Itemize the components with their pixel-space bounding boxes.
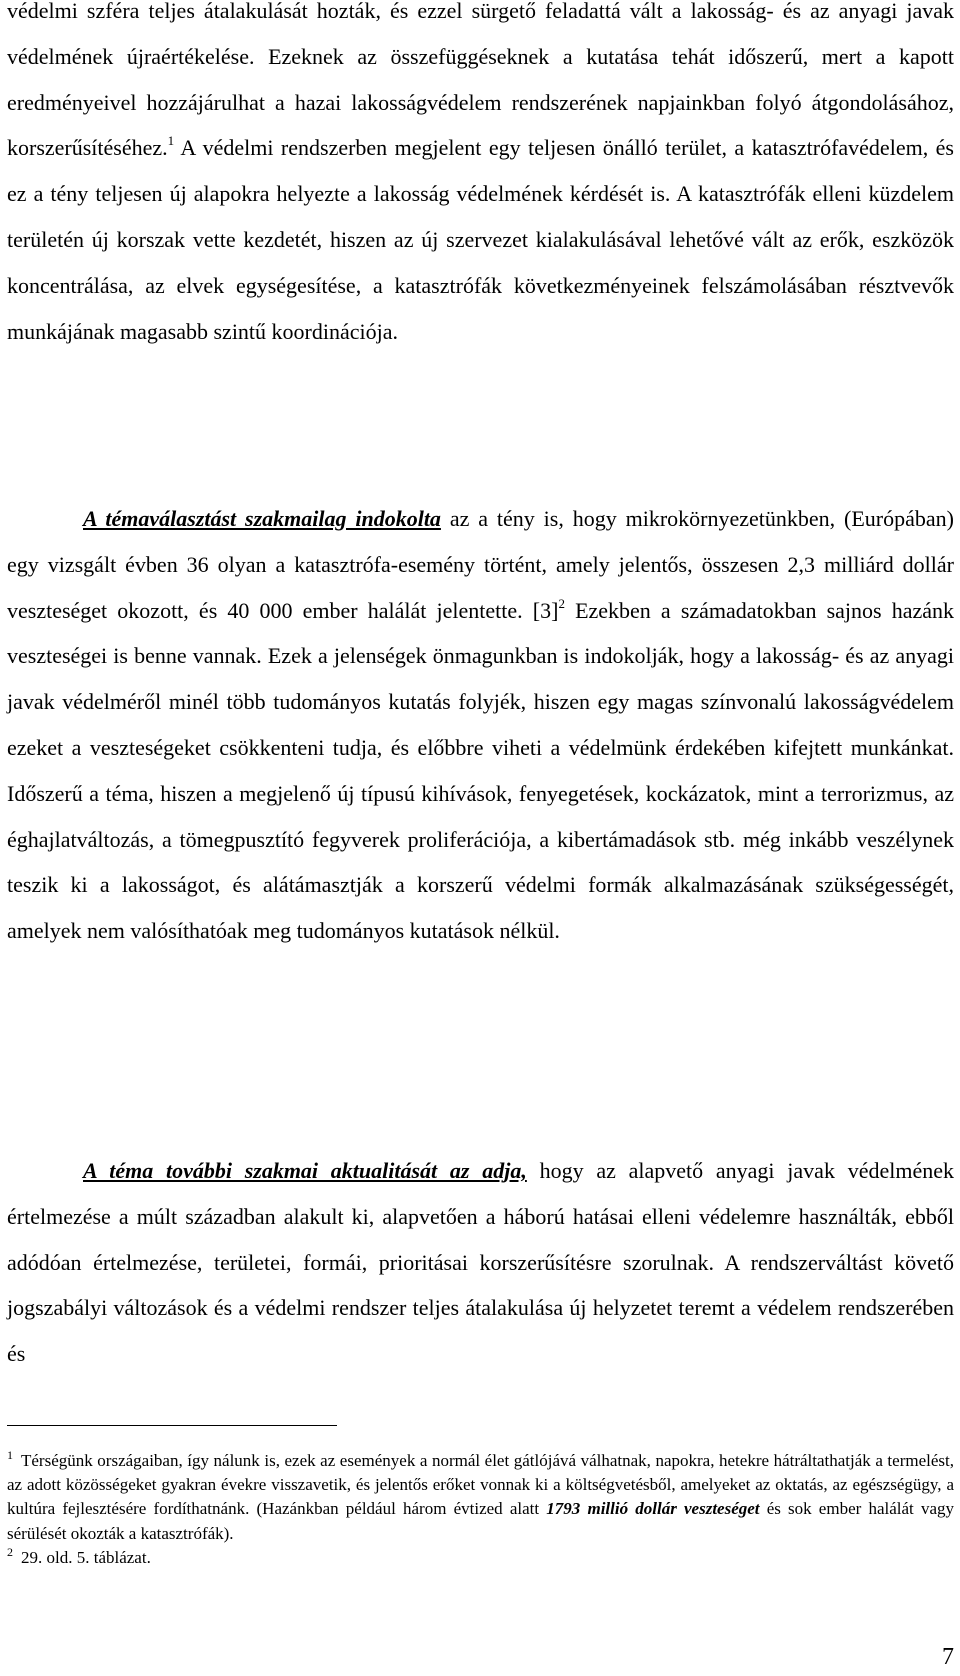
footnote-2-text: 29. old. 5. táblázat. (21, 1547, 151, 1567)
footnote-2 (7, 1546, 954, 1570)
paragraph-3 (7, 1148, 954, 1377)
footnotes (7, 1449, 954, 1570)
paragraph-2-lead: A témaválasztást szakmailag indokolta (83, 506, 441, 531)
footnote-1-text-a: Térségünk országaiban, így nálunk is, ezek az események a normál élet gátlójává válhatnak, napokra, hetekre hátráltathatják a termelést, az adott közösségeket gyakran évekre visszavetik, és jelentős erőket vonnak ki a költségvetésből, amelyeket az oktatás, az egészségügy, a kultúra fejlesztésére fordíthatnánk. (Hazánkban például három évtized alatt (7, 1451, 954, 1519)
paragraph-2-text-a: az a tény is, hogy mikrokörnyezetünkben, (Európában) egy vizsgált évben 36 olyan a katasztrófa-esemény történt, amely jelentős, összesen 2,3 milliárd dollár veszteséget okozott, és 40 000 ember halálát jelentette. [3] (7, 506, 954, 623)
paragraph-2 (7, 496, 954, 954)
footnote-ref-1[interactable]: 1 (167, 133, 175, 149)
paragraph-3-text: hogy az alapvető anyagi javak védelmének értelmezése a múlt században alakult ki, alapvetően a háború hatásai elleni védelemre használták, ebből adódóan értelmezése, területei, formái, prioritásai korszerűsítésre szorulnak. A rendszerváltást követő jogszabályi változások és a védelmi rendszer teljes átalakulása új helyzetet teremt a védelem rendszerében és (7, 1158, 954, 1367)
paragraph-2-text-b: Ezekben a számadatokban sajnos hazánk veszteségei is benne vannak. Ezek a jelenségek önmagunkban is indokolják, hogy a lakosság- és az anyagi javak védelméről minél több tudományos kutatás folyjék, hiszen egy magas színvonalú lakosságvédelem ezeket a veszteségeket csökkenteni tudja, és előbbre viheti a védelmünk érdekében kifejtett munkánkat. Időszerű a téma, hiszen a megjelenő új típusú kihívások, fenyegetések, kockázatok, mint a terrorizmus, az éghajlatváltozás, a tömegpusztító fegyverek proliferációja, a kibertámadások stb. még inkább veszélynek teszik ki a lakosságot, és alátámasztják a korszerű védelmi formák alkalmazásának szükségességét, amelyek nem valósíthatóak meg tudományos kutatások nélkül. (7, 597, 955, 944)
paragraph-1-text-b: A védelmi rendszerben megjelent egy teljesen önálló terület, a katasztrófavédelem, és ez a tény teljesen új alapokra helyezte a lakosság védelmének kérdését is. A katasztrófák elleni küzdelem területén új korszak vette kezdetét, hiszen az új szervezet kialakulásával lehetővé vált az erők, eszközök koncentrálása, az elvek egységesítése, a katasztrófák következményeinek felszámolásában résztvevők munkájának magasabb szintű koordinációja. (7, 135, 954, 344)
footnote-1-emphasis: 1793 millió dollár veszteséget (546, 1499, 760, 1519)
footnote-1-text-b: és sok ember halálát vagy sérülését okozták a katasztrófák). (7, 1499, 954, 1543)
footnote-1-mark: 1 (7, 1448, 13, 1462)
paragraph-1-text-a: védelmi szféra teljes átalakulását hozták, és ezzel sürgető feladattá vált a lakosság- és az anyagi javak védelmének újraértékelése. Ezeknek az összefüggéseknek a kutatása tehát időszerű, mert a kapott eredményeivel hozzájárulhat a hazai lakosságvédelem rendszerének napjainkban folyó átgondolásához, korszerűsítéséhez. (7, 0, 954, 161)
footnote-separator (7, 1425, 337, 1426)
page-number: 7 (942, 1644, 954, 1670)
paragraph-1 (7, 0, 954, 354)
footnote-ref-2[interactable]: 2 (558, 595, 565, 611)
footnote-1 (7, 1449, 954, 1546)
footnote-2-mark: 2 (7, 1544, 13, 1559)
paragraph-3-lead: A téma további szakmai aktualitását az adja, (83, 1158, 527, 1183)
